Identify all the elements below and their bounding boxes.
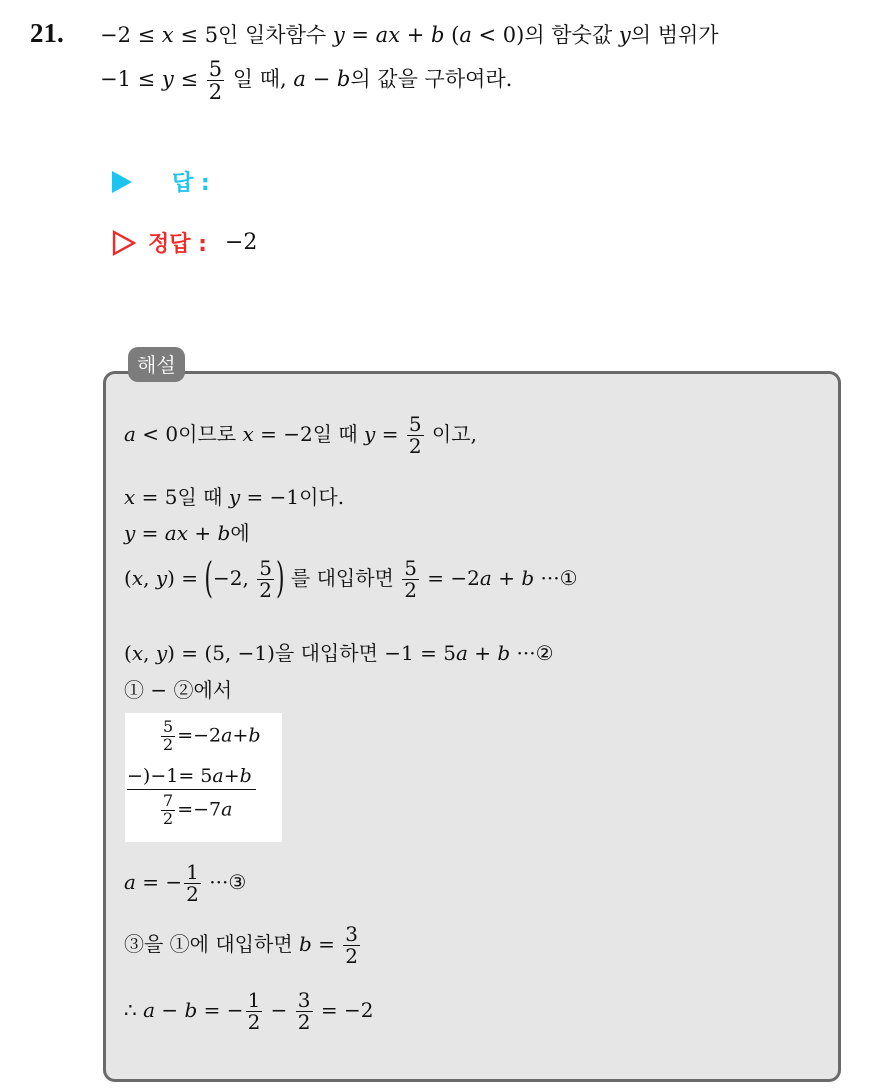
play-icon bbox=[112, 171, 132, 193]
solution-line-1: a < 0이므로 x = −2일 때 y = $\frac{5}{2}$ 이고, bbox=[124, 412, 477, 458]
solution-title: 해설 bbox=[128, 347, 185, 382]
solution-line-3: y = ax + b에 bbox=[124, 521, 250, 545]
calc-row-3: $\frac{7}{2}$ =−7a bbox=[163, 791, 233, 828]
fraction: $\frac{1}{2}$ bbox=[186, 860, 199, 906]
solution-line-6: ① − ②에서 bbox=[124, 678, 233, 702]
correct-answer-row bbox=[112, 227, 257, 258]
fraction: $\frac{5}{2}$ bbox=[259, 556, 272, 602]
fraction: $\frac{3}{2}$ bbox=[345, 922, 359, 968]
fraction: $\frac{5}{2}$ bbox=[408, 412, 422, 458]
correct-answer-label: 정답 : bbox=[148, 232, 207, 257]
solution-line-2: x = 5일 때 y = −1이다. bbox=[124, 485, 345, 509]
solution-line-9: ∴ a − b = − $\frac{1}{2}$ − $\frac{3}{2}$ = −2 bbox=[124, 988, 374, 1034]
fraction: $\frac{3}{2}$ bbox=[297, 988, 311, 1034]
fraction: $\frac{1}{2}$ bbox=[247, 988, 261, 1034]
question-line-2: −1 ≤ y ≤ $\frac{5}{2}$ 일 때, a − b의 값을 구하여라. bbox=[100, 57, 513, 105]
calc-row-2: −)−1= 5a+b bbox=[127, 765, 256, 790]
fraction: $\frac{5}{2}$ bbox=[208, 57, 223, 105]
question-number: 21. bbox=[30, 18, 64, 48]
correct-answer-value: −2 bbox=[224, 230, 258, 255]
solution-line-8: ③을 ①에 대입하면 b = $\frac{3}{2}$ bbox=[124, 922, 359, 968]
solution-line-7: a = − $\frac{1}{2}$ ···③ bbox=[124, 860, 247, 906]
solution-line-5: (x, y) = (5, −1)을 대입하면 −1 = 5a + b ···② bbox=[124, 641, 554, 665]
answer-row bbox=[112, 166, 210, 197]
question-line-1: −2 ≤ x ≤ 5인 일차함수 y = ax + b (a < 0)의 함숫값 y의 범위가 bbox=[100, 23, 719, 47]
calc-row-1: $\frac{5}{2}$ =−2a+b bbox=[163, 717, 261, 754]
fraction: $\frac{5}{2}$ bbox=[404, 556, 417, 602]
subtraction-work bbox=[125, 713, 282, 842]
solution-line-4: (x, y) = (−2, $\frac{5}{2}$ ) 를 대입하면 $\frac{5}{2}$ = −2a + b ···① bbox=[124, 555, 578, 604]
answer-label: 답 : bbox=[172, 171, 210, 196]
play-outline-icon bbox=[112, 230, 136, 256]
